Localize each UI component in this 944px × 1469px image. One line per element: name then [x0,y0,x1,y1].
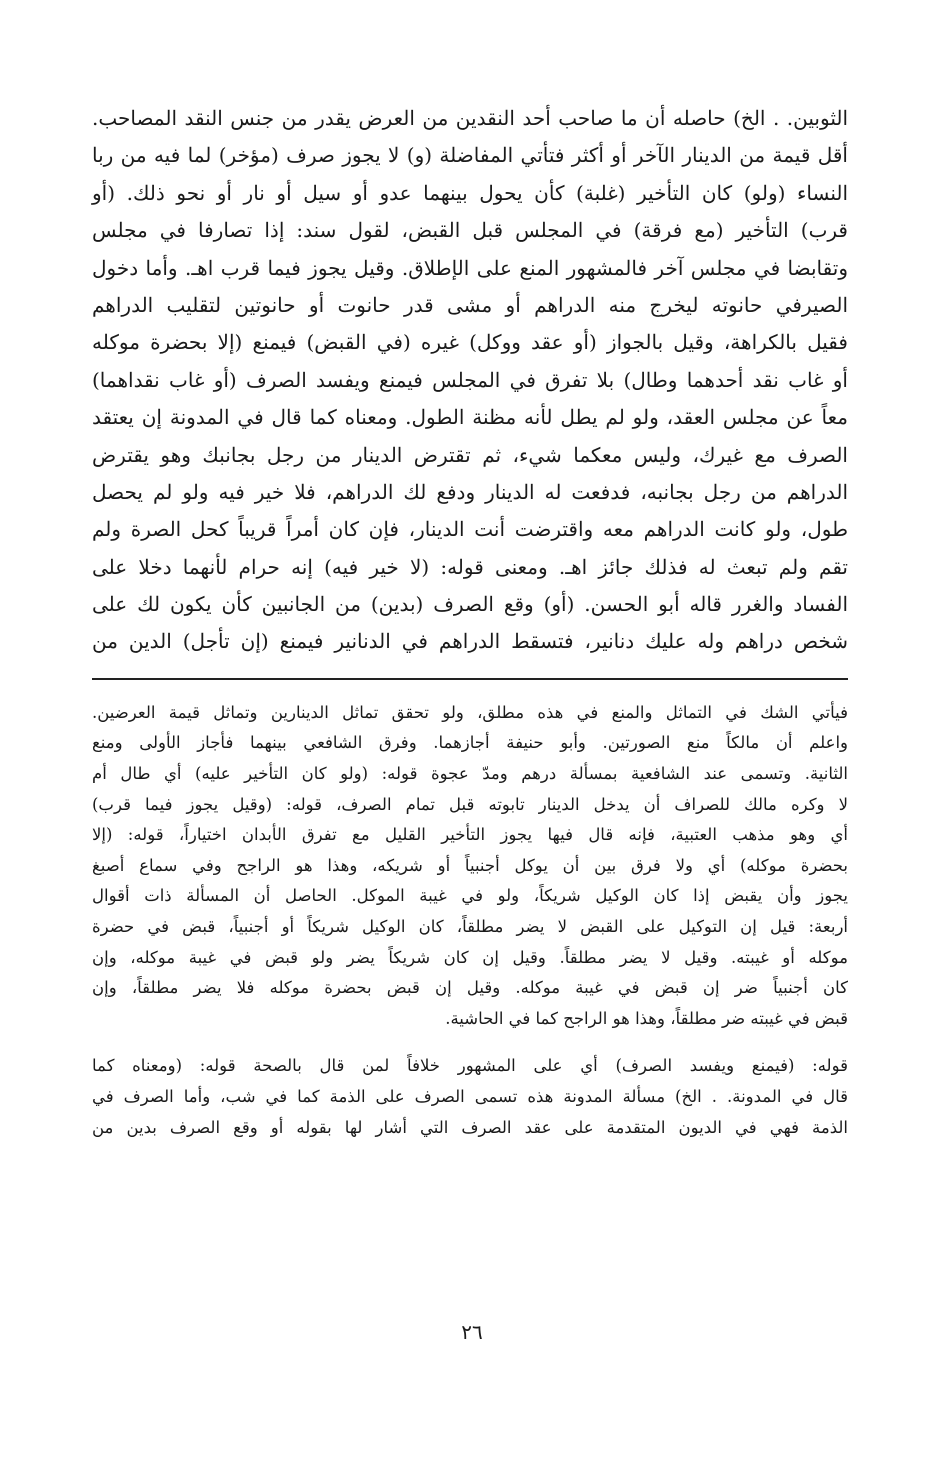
main-line: معاً عن مجلس العقد، ولو لم يطل لأنه مظنة الطول. ومعناه كما قال في المدونة إن يعتقد [92,405,848,430]
main-line: الصرف مع غيرك، وليس معكما شيء، ثم تقترض الدينار من رجل بجانبك وهو يقترض [92,442,848,467]
footnote-line: لا وكره مالك للصراف أن يدخل الدينار تابوته قبل تمام الصرف، قوله: (وقيل يجوز فيما قرب) [92,794,848,814]
page-number: ٢٦ [461,1320,483,1344]
main-line: الفساد والغرر قاله أبو الحسن. (أو) وقع الصرف (بدين) من الجانبين كأن يكون لك على [92,592,848,617]
main-line: شخص دراهم وله عليك دنانير، فتسقط الدراهم في الدنانير فيمنع (إن تأجل) الدين من [92,629,848,654]
footnote-line: الذمة فهي في الديون المتقدمة على عقد الصرف التي أشار لها بقوله أو وقع الصرف بدين من [92,1117,848,1137]
footnote-line: يجوز وأن يقبض إذا كان الوكيل شريكاً، ولو في غيبة الموكل. الحاصل أن المسألة ذات أقوال [92,886,848,906]
main-line: الثوبين. . الخ) حاصله أن ما صاحب أحد النقدين من العرض يقدر من جنس النقد المصاحب. [92,106,849,130]
footnote-line: موكله أو غيبته. وقيل لا يضر مطلقاً. وقيل إن كان شريكاً يضر ولو قبض في غيبة موكله، وإن [92,947,848,967]
footnote-line: كان أجنبياً ضر إن قبض في غيبة موكله. وقيل إن قبض بحضرة موكله فلا يضر مطلقاً، وإن [92,978,848,998]
footnote-line: فيأتي الشك في التماثل والمنع في هذه مطلق، ولو تحقق تماثل الدينارين وتماثل قيمة العرضين. [92,702,848,722]
footnote-line: قبض في غيبته ضر مطلقاً، وهذا هو الراجح كما في الحاشية. [445,1008,848,1028]
footnote-line: بحضرة موكله) أي ولا فرق بين أن يوكل أجنبياً أو شريكه، وهذا هو الراجح وفي سماع أصبغ [92,855,848,875]
main-line: الصيرفي حانوته ليخرج منه الدراهم أو مشى قدر حانوت أو حانوتين لتقليب الدراهم [92,292,848,317]
main-text [92,100,848,661]
main-line: النساء (ولو) كان التأخير (غلبة) كأن يحول بينهما عدو أو سيل أو نار أو نحو ذلك. (أو [92,180,848,205]
footnotes [92,698,848,1143]
footnote-paragraph [92,1051,848,1143]
footnote-line: واعلم أن مالكاً منع الصورتين. وأبو حنيفة أجازهما. وفرق الشافعي بينهما فأجاز الأولى ومنع [92,733,848,753]
footnote-line: قال في المدونة. . الخ) مسألة المدونة هذه تسمى الصرف على الذمة كما في شب، وأما الصرف في [92,1086,848,1106]
main-line: طول، ولو كانت الدراهم معه واقترضت أنت الدينار، فإن كان أمراً قريباً كحل الصرة ولم [92,517,848,542]
footnote-line: أربعة: قيل إن التوكيل على القبض لا يضر مطلقاً، كان الوكيل شريكاً أو أجنبياً، قبض في حضرة [92,917,848,937]
main-line: الدراهم من رجل بجانبه، فدفعت له الدينار ودفع لك الدراهم، فلا خير فيه ولو لم يحصل [92,479,848,504]
main-line: تقم ولم تبعث له فذلك جائز اهـ. ومعنى قوله: (لا خير فيه) إنه حرام لأنهما دخلا على [92,554,848,579]
main-line: قرب) التأخير (مع فرقة) في المجلس قبل القبض، لقول سند: إذا تصارفا في مجلس [92,218,848,243]
footnote-line: الثانية. وتسمى عند الشافعية بمسألة درهم ومدّ عجوة قوله: (ولو كان التأخير عليه) أي طال أم [92,764,849,784]
footnote-separator [92,678,848,680]
main-line: وتقابضا في مجلس آخر فالمشهور المنع على الإطلاق. وقيل يجوز فيما قرب اهـ. وأما دخول [92,255,848,280]
footnote-paragraph [92,698,848,1035]
footnote-line: أي وهو مذهب العتبية، فإنه قال فيها يجوز التأخير القليل مع تفرق الأبدان اختياراً، قوله: (إلا [92,825,848,845]
main-line: أقل قيمة من الدينار الآخر أو أكثر فتأتي المفاضلة (و) لا يجوز صرف (مؤخر) لما فيه من ربا [92,143,848,168]
main-line: أو غاب نقد أحدهما وطال) بلا تفرق في المجلس فيمنع ويفسد الصرف (أو غاب نقداهما) [92,367,848,392]
main-line: فقيل بالكراهة، وقيل بالجواز (أو عقد ووكل) غيره (في القبض) فيمنع (إلا بحضرة موكله [92,330,848,355]
footnote-line: قوله: (فيمنع ويفسد الصرف) أي على المشهور خلافاً لمن قال بالصحة قوله: (ومعناه كما [92,1056,848,1076]
page-body [92,100,848,1143]
